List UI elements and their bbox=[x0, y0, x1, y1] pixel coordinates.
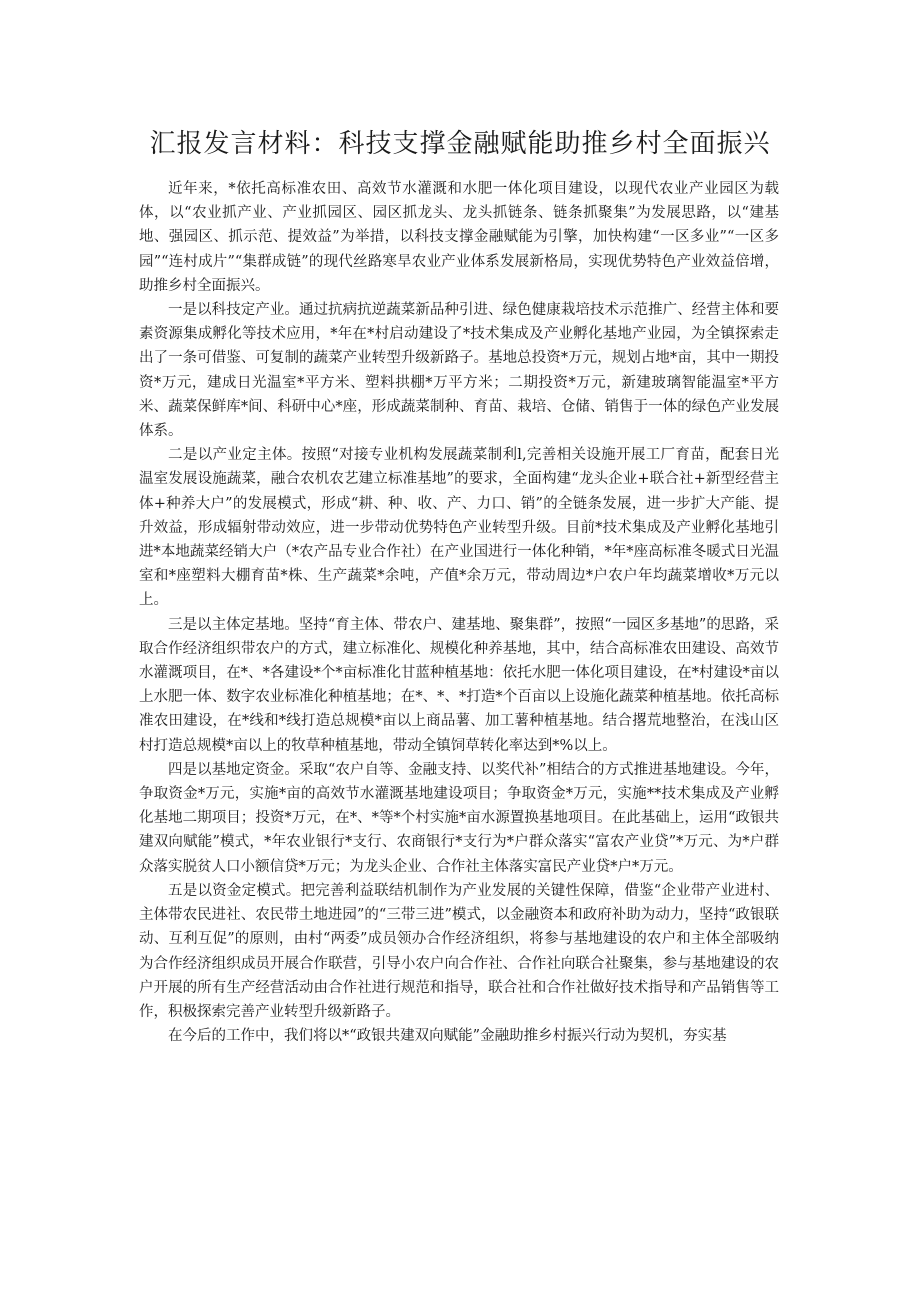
paragraph-industry-entity: 二是以产业定主体。按照“对接专业机构发展蔬菜制利l,完善相关设施开展工厂育苗，配套日光温室发展设施蔬菜，融合农机农艺建立标准基地”的要求，全面构建“龙头企业+联合社+新型经营主体+种养大户”的发展模式，形成“耕、种、收、产、力口、销”的全链条发展，进一步扩大产能、提升效益，形成辐射带动效应，进一步带动优势特色产业转型升级。目前*技术集成及产业孵化基地引进*本地蔬菜经销大户（*农产品专业合作社）在产业国进行一体化种销，*年*座高标准冬暖式日光温室和*座塑料大棚育苗*株、生产蔬菜*余吨，产值*余万元，带动周边*户农户年均蔬菜增收*万元以上。 bbox=[139, 447, 779, 609]
document-title: 汇报发言材料：科技支撑金融赋能助推乡村全面振兴 bbox=[149, 129, 771, 159]
paragraph-base-funding: 四是以基地定资金。采取“农户自等、金融支持、以奖代补”相结合的方式推进基地建设。今年，争取资金*万元，实施*亩的高效节水灌溉基地建设项目；争取资金*万元，实施**技术集成及产业孵化基地二期项目；投资*万元，在*、*等*个村实施*亩水源置换基地项目。在此基础上，运用“政银共建双向赋能”模式，*年农业银行*支行、农商银行*支行为*户群众落实“富农产业贷”*万元、为*户群众落实脱贫人口小额信贷*万元；为龙头企业、合作社主体落实富民产业贷*户*万元。 bbox=[139, 761, 779, 875]
paragraph-intro: 近年来，*依托高标准农田、高效节水灌溉和水肥一体化项目建设，以现代农业产业园区为载体，以“农业抓产业、产业抓园区、园区抓龙头、龙头抓链条、链条抓聚集”为发展思路，以“建基地、强园区、抓示范、提效益”为举措，以科技支撑金融赋能为引擎，加快构建“一区多业”“一区多园”“连村成片”“集群成链”的现代丝路寒旱农业产业体系发展新格局，实现优势特色产业效益倍增，助推乡村全面振兴。 bbox=[139, 181, 779, 294]
paragraph-funding-model: 五是以资金定模式。把完善利益联结机制作为产业发展的关键性保障，借鉴“企业带产业进村、主体带农民进社、农民带土地进园”的“三带三进”模式，以金融资本和政府补助为动力，坚持“政银联动、互利互促”的原则，由村“两委”成员领办合作经济组织，将参与基地建设的农户和主体全部吸纳为合作经济组织成员开展合作联营，引导小农户向合作社、合作社向联合社聚集，参与基地建设的农户开展的所有生产经营活动由合作社进行规范和指导，联合社和合作社做好技术指导和产品销售等工作，积极探索完善产业转型升级新路子。 bbox=[139, 882, 779, 1020]
paragraph-future-work: 在今后的工作中，我们将以*“政银共建双向赋能”金融助推乡村振兴行动为契机，夯实基 bbox=[168, 1028, 727, 1045]
document-body bbox=[139, 177, 779, 1048]
paragraph-technology-industry: 一是以科技定产业。通过抗病抗逆蔬菜新品种引进、绿色健康栽培技术示范推广、经营主体和要素资源集成孵化等技术应用，*年在*村启动建设了*技术集成及产业孵化基地产业园，为全镇探索走出了一条可借鉴、可复制的蔬菜产业转型升级新路子。基地总投资*万元，规划占地*亩，其中一期投资*万元，建成日光温室*平方米、塑料拱棚*万平方米；二期投资*万元，新建玻璃智能温室*平方米、蔬菜保鲜库*间、科研中心*座，形成蔬菜制种、育苗、栽培、仓储、销售于一体的绿色产业发展体系。 bbox=[139, 302, 779, 440]
paragraph-entity-base: 三是以主体定基地。坚持“育主体、带农户、建基地、聚集群”，按照“一园区多基地”的思路，采取合作经济组织带农户的方式，建立标准化、规模化种养基地，其中，结合高标准农田建设、高效节水灌溉项目，在*、*各建设*个*亩标准化甘蓝种植基地：依托水肥一体化项目建设，在*村建设*亩以上水肥一体、数字农业标准化种植基地；在*、*、*打造*个百亩以上设施化蔬菜种植基地。依托高标准农田建设，在*线和*线打造总规模*亩以上商品薯、加工薯种植基地。结合撂荒地整治，在浅山区村打造总规模*亩以上的牧草种植基地，带动全镇饲草转化率达到*%以上。 bbox=[139, 616, 779, 754]
